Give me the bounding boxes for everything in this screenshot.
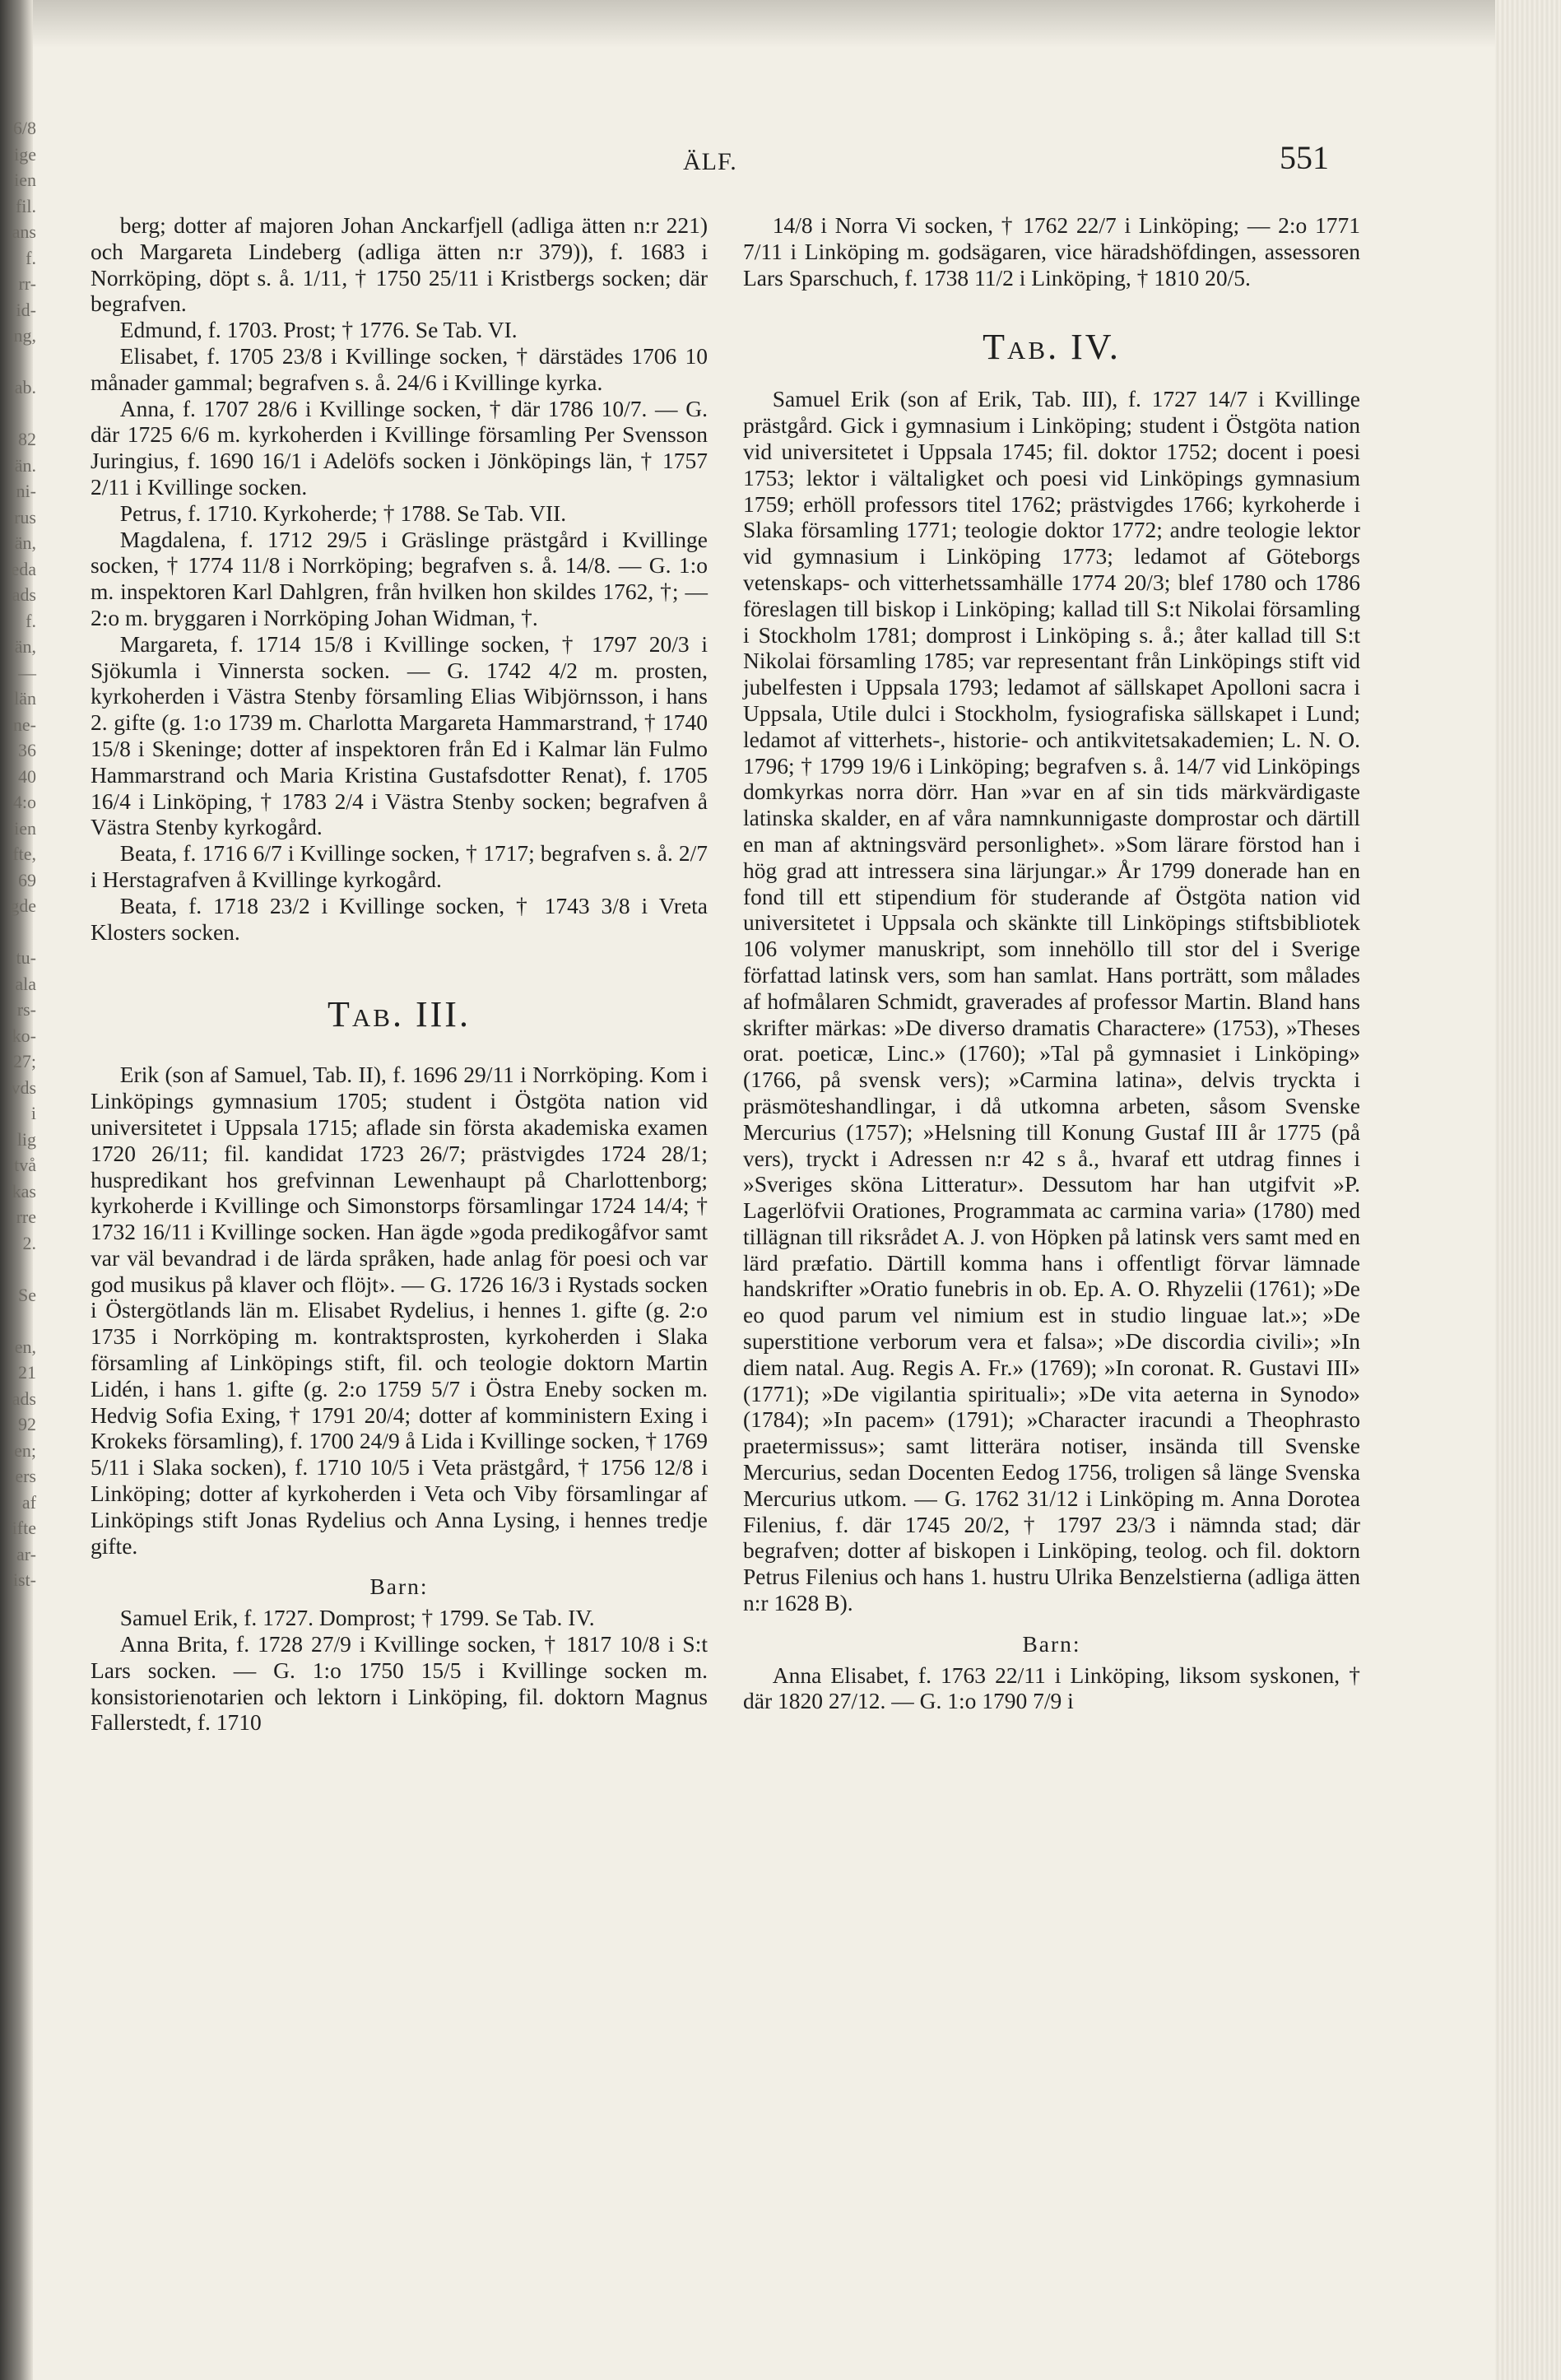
bleed-fragment: ads — [12, 1388, 36, 1409]
bleed-fragment: ien — [14, 817, 36, 839]
bleed-fragment: rus — [14, 506, 36, 528]
bleed-fragment: än, — [14, 532, 36, 553]
bleed-fragment: 27; — [12, 1051, 36, 1071]
children-heading: Barn: — [369, 1573, 429, 1600]
bleed-fragment: vds — [11, 1076, 36, 1098]
bleed-fragment: f. — [26, 247, 36, 268]
entry-paragraph: Samuel Erik (son af Erik, Tab. III), f. 1727 14/7 i Kvillinge prästgård. Gick i gymnasium i Linköping; student i Östgöta nation vid universitetet i Uppsala 1745; fil. doktor 1752; docent i poesi 1753; lektor i vältaligket och poesi vid Linköpings gymnasium 1759; erhöll professors titel 1762; prästvigdes 1766; kyrkoherde i Slaka församling 1771; teologie doktor 1772; andre teologie lektor vid gymnasium i Linköping 1773; ledamot af Göteborgs vetenskaps- och vitterhetssamhälle 1774 20/3; blef 1780 och 1786 föreslagen till biskop i Linköping; kallad till S:t Nikolai församling i Stockholm 1781; domprost i Linköping s. å.; åter kallad till S:t Nikolai församling 1785; var representant från Linköpings stift vid jubelfesten i Uppsala 1793; ledamot af sällskapet Apolloni sacra i Uppsala, Utile dulci i Stockholm, fysiografiska sällskapet i Lund; ledamot af vitterhets-, historie- och antikvitetsakademien; L. N. O. 1796; † 1799 19/6 i Linköping; begrafven s. å. 14/7 vid Linköpings domkyrkas norra dörr. Han »var en af sin tids märkvärdigaste latinska skalder, en af våra namnkunnigaste domprostar och därtill en man af aktningsvärd personlighet». »Som lärare förstod han i hög grad att intressera sina lärjungar.» År 1799 donerade han en fond till ett stipendium för studerande af Östgöta nation vid universitetet i Uppsala och skänkte till Linköpings stiftsbibliotek 106 volymer manuskript, som innehöllo till stor del i Sverige författad latinsk vers, som han samlat. Hans porträtt, som målades af hofmålaren Schmidt, graverades af professor Martin. Bland hans skrifter märkas: »De diverso dramatis Charactere» (1753), »Theses orat. poeticæ, Linc.» (1760); »Tal på gymnasiet i Linköping» (1766, på svensk vers); »Carmina latina», delvis tryckta i präsmöteshandlingar, i då utkomna arbeten, såsom Svenske Mercurius (1757); »Helsning till Konung Gustaf III år 1775 (på vers), tryckt i Adressen n:r 42 s å., hvaraf ett utdrag finnes i »Sveriges sköna Litteratur». Dessutom har han utgifvit »P. Lagerlöfvii Orationes, Programmata ac carmina varia» (1780) med tillägnan till riksrådet A. J. von Höpken på latinsk vers samt med en lärd præfatio. Därtill komma hans i offentligt förvar lämnade handskrifter »Oratio funebris in ob. Ep. A. O. Rhyzelii (1761); »De eo quod parum vel nimium est in studio linguae lat.»; »De superstitione verborum vera et falsa»; »De discordia civili»; »In diem natal. Aug. Regis A. Fr.» (1769); »In coronat. R. Gustavi III» (1771); »De vigilantia spirituali»; »De vita aeterna in Synodo» (1784); »In pacem» (1791); »Character iracundi a Theophrasto praetermissus»; samt litterära notiser, insända till Svenske Mercurius, sedan Docenten Eedog 1756, troligen så länge Svenska Mercurius utkom. — G. 1762 31/12 i Linköping m. Anna Dorotea Filenius, f. där 1745 20/2, † 1797 23/3 i nämnda stad; där begrafven; dotter af biskopen i Linköping, teolog. och fil. doktorn Petrus Filenius och hans 1. hustru Ulrika Benzelstierna (adliga ätten n:r 1628 B). — [743, 386, 1360, 1616]
entry-paragraph: 14/8 i Norra Vi socken, † 1762 22/7 i Linköping; — 2:o 1771 7/11 i Linköping m. godsägaren, vice häradshöfdingen, assessoren Lars Sparschuch, f. 1738 11/2 i Linköping, † 1810 20/5. — [743, 212, 1360, 291]
entry-paragraph: Petrus, f. 1710. Kyrkoherde; † 1788. Se Tab. VII. — [119, 500, 567, 526]
bleed-fragment: 4:o — [12, 792, 36, 812]
left-column — [91, 212, 708, 1736]
section-title-tab-iv: Tab. IV. — [983, 327, 1121, 368]
bleed-fragment: af — [21, 1491, 36, 1513]
bleed-fragment: 2. — [22, 1232, 36, 1253]
bleed-fragment — [0, 1256, 39, 1282]
left-paragraphs-after — [91, 1062, 708, 1559]
bleed-fragment: Se — [18, 1284, 36, 1305]
entry-paragraph: Anna, f. 1707 28/6 i Kvillinge socken, † där 1786 10/7. — G. där 1725 6/6 m. kyrkoherden i Kvillinge församling Per Svensson Juringius, f. 1690 16/1 i Adelöfs socken i Jönköpings län, † 1757 2/11 i Kvillinge socken. — [91, 395, 708, 500]
bleed-fragment: ige — [14, 143, 36, 165]
section-title-tab-iii: Tab. III. — [328, 994, 471, 1035]
bleed-fragment: ifte — [12, 1518, 36, 1538]
bleed-fragment: ng, — [13, 325, 36, 346]
right-column — [743, 212, 1360, 1714]
bleed-fragment: rre — [16, 1206, 36, 1227]
right-paragraphs-after — [743, 386, 1360, 1615]
bleed-fragment: ar- — [16, 1543, 36, 1564]
bleed-fragment: ko- — [12, 1025, 36, 1046]
bleed-fragment: ers — [15, 1466, 36, 1486]
bleed-fragment: id- — [16, 299, 36, 320]
bleed-fragment — [0, 401, 39, 427]
bleed-fragment: län — [14, 688, 36, 709]
right-children-list — [743, 1662, 1360, 1715]
page-number: 551 — [1280, 139, 1329, 176]
bleed-fragment: ala — [15, 973, 36, 994]
bleed-fragment: gde — [10, 895, 36, 916]
bleed-fragment: rs- — [16, 999, 36, 1020]
facing-page-margin-bleed — [0, 115, 39, 2008]
bleed-fragment: 6/8 — [12, 118, 36, 138]
bleed-fragment: — — [18, 662, 36, 683]
bleed-fragment: lig — [16, 1128, 36, 1150]
bleed-fragment: 82 — [18, 429, 36, 449]
bleed-fragment — [0, 349, 39, 375]
bleed-fragment: ni- — [16, 481, 36, 501]
bleed-fragment: ist- — [12, 1569, 36, 1590]
bleed-fragment: f. — [26, 610, 36, 631]
left-children-list — [91, 1605, 708, 1736]
bleed-fragment: 36 — [18, 740, 36, 760]
bleed-fragment: ans — [12, 221, 36, 242]
page-top-edge — [0, 0, 1561, 48]
entry-paragraph: Elisabet, f. 1705 23/8 i Kvillinge socken, † därstädes 1706 10 månader gammal; begrafven s. å. 24/6 i Kvillinge kyrka. — [91, 342, 708, 395]
child-entry: Anna Elisabet, f. 1763 22/11 i Linköping, liksom syskonen, † där 1820 27/12. — G. 1:o 1790 7/9 i — [743, 1662, 1360, 1714]
bleed-fragment — [0, 919, 39, 946]
bleed-fragment: ien — [14, 170, 36, 190]
entry-paragraph: Beata, f. 1716 6/7 i Kvillinge socken, † 1717; begrafven s. å. 2/7 i Herstagrafven å Kvillinge kyrkogård. — [91, 840, 708, 892]
entry-paragraph: Beata, f. 1718 23/2 i Kvillinge socken, † 1743 3/8 i Vreta Klosters socken. — [91, 892, 708, 945]
entry-paragraph: berg; dotter af majoren Johan Anckarfjell (adliga ätten n:r 221) och Margareta Lindeberg (adliga ätten n:r 379)), f. 1683 i Norrköping, döpt s. å. 1/11, † 1750 25/11 i Kristbergs socken; där begrafven. — [91, 212, 708, 317]
child-entry: Anna Brita, f. 1728 27/9 i Kvillinge socken, † 1817 10/8 i S:t Lars socken. — G. 1:o 1750 15/5 i Kvillinge socken m. konsistorienotarien och lektorn i Linköping, fil. doktorn Magnus Fallerstedt, f. 1710 — [91, 1631, 708, 1736]
entry-paragraph: Erik (son af Samuel, Tab. II), f. 1696 29/11 i Norrköping. Kom i Linköpings gymnasium 1705; student i Östgöta nation vid universitetet i Uppsala 1715; aflade sin första akademiska examen 1720 26/11; fil. kandidat 1723 26/7; prästvigdes 1724 28/1; huspredikant hos grefvinnan Lewenhaupt på Charlottenborg; kyrkoherde i Kvillinge och Simonstorps församlingar 1724 14/4; † 1732 16/11 i Kvillinge socken. Han ägde »goda predikogåfvor samt var väl bevandrad i de lärda språken, hade anlag för poesi och var god musikus på klaver och flöjt». — G. 1726 16/3 i Rystads socken i Östergötlands län m. Elisabet Rydelius, i hennes 1. gifte (g. 2:o 1735 i Norrköping m. kontraktsprosten, kyrkoherden i Slaka församling af Linköpings stift, fil. och teologie doktorn Martin Lidén, i hans 1. gifte (g. 2:o 1759 5/7 i Östra Eneby socken m. Hedvig Sofia Exing, † 1791 20/4; dotter af komministern Exing i Krokeks församling), f. 1700 24/9 å Lida i Kvillinge socken, † 1769 5/11 i Slaka socken), f. 1710 10/5 i Veta prästgård, † 1756 12/8 i Linköping; dotter af kyrkoherden i Veta och Viby församlingar af Linköpings stift Jonas Rydelius och Anna Lysing, i hennes tredje gifte. — [91, 1062, 708, 1559]
bleed-fragment: fil. — [15, 195, 36, 216]
bleed-fragment: två — [14, 1155, 36, 1175]
bleed-fragment: en; — [14, 1439, 36, 1461]
bleed-fragment: en, — [14, 1336, 36, 1357]
bleed-fragment: än. — [14, 454, 36, 476]
child-entry: Samuel Erik, f. 1727. Domprost; † 1799. Se Tab. IV. — [119, 1605, 595, 1631]
bleed-fragment: ads — [12, 584, 36, 605]
bleed-fragment: ne- — [12, 714, 36, 735]
bleed-fragment: än, — [14, 636, 36, 657]
bleed-fragment: kas — [12, 1180, 36, 1202]
bleed-fragment: tu- — [16, 947, 36, 968]
entry-paragraph: Edmund, f. 1703. Prost; † 1776. Se Tab. VI. — [119, 317, 518, 343]
children-heading: Barn: — [1022, 1630, 1081, 1657]
bleed-fragment: i — [30, 1103, 36, 1123]
running-head: ÄLF. — [683, 148, 737, 175]
page-right-edge — [1495, 0, 1561, 2380]
bleed-fragment: eda — [11, 558, 36, 579]
bleed-fragment: ab. — [14, 377, 36, 397]
left-paragraphs-before — [91, 212, 708, 945]
bleed-fragment: 92 — [18, 1414, 36, 1434]
bleed-fragment: fte, — [12, 844, 36, 864]
right-paragraphs-before — [743, 212, 1360, 291]
entry-paragraph: Margareta, f. 1714 15/8 i Kvillinge socken, † 1797 20/3 i Sjökumla i Vinnersta socken. — G. 1742 4/2 m. prosten, kyrkoherden i Västra Stenby församling Elias Wibjörnsson, i hans 2. gifte (g. 1:o 1739 m. Charlotta Margareta Hammarstrand, † 1740 15/8 i Skeninge; dotter af inspektoren från Ed i Kalmar län Fulmo Hammarstrand och Maria Kristina Gustafsdotter Renat), f. 1705 16/4 i Linköping, † 1783 2/4 i Västra Stenby socken; begrafven å Västra Stenby kyrkogård. — [91, 630, 708, 840]
bleed-fragment: 69 — [18, 869, 36, 890]
bleed-fragment: 21 — [18, 1362, 36, 1383]
bleed-fragment — [0, 1308, 39, 1334]
bleed-fragment: rr- — [18, 273, 36, 294]
entry-paragraph: Magdalena, f. 1712 29/5 i Gräslinge prästgård i Kvillinge socken, † 1774 11/8 i Norrköping; begrafven s. å. 14/8. — G. 1:o m. inspektoren Karl Dahlgren, från hvilken hon skildes 1762, †; — 2:o m. bryggaren i Norrköping Johan Widman, †. — [91, 526, 708, 630]
page-header — [0, 139, 1561, 189]
bleed-fragment: 40 — [18, 765, 36, 787]
